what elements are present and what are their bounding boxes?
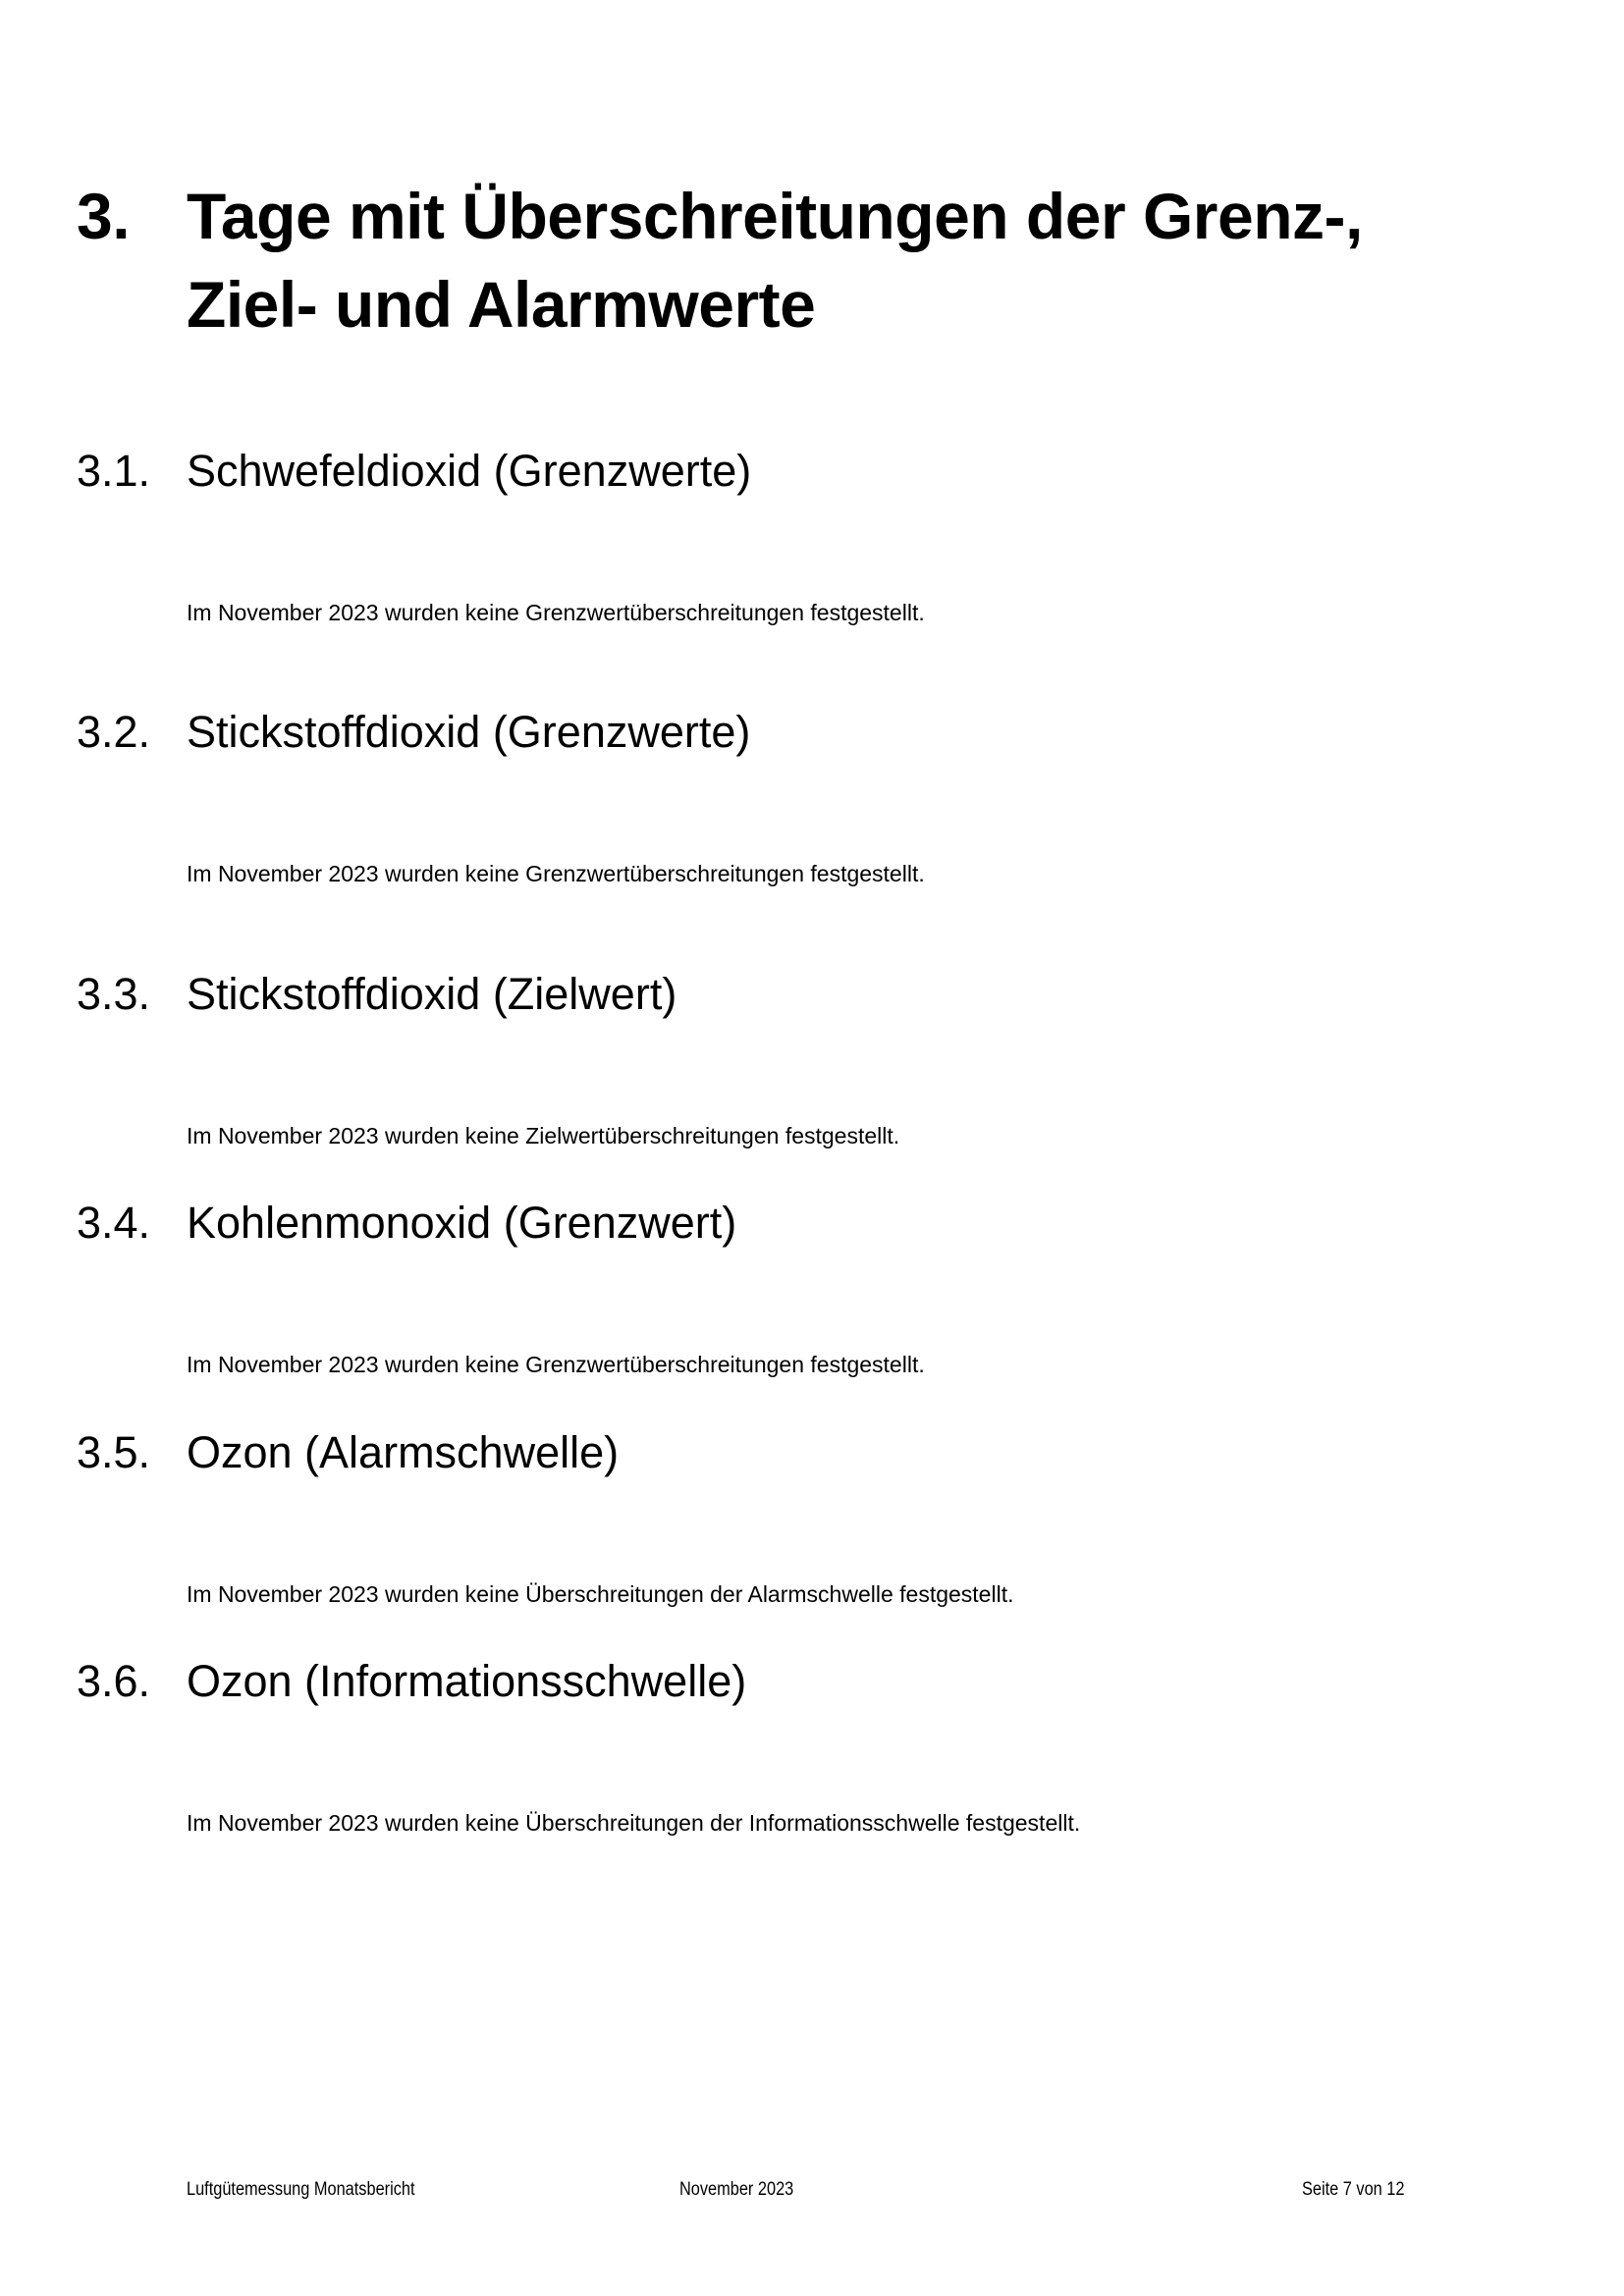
section-sulfur-dioxide bbox=[77, 442, 1510, 627]
section-title: Stickstoffdioxid (Grenzwerte) bbox=[187, 707, 751, 757]
section-ozone-alarm bbox=[77, 1423, 1510, 1609]
section-heading bbox=[77, 1194, 1510, 1253]
section-text: Im November 2023 wurden keine Überschreitungen der Alarmschwelle festgestellt. bbox=[187, 1581, 1014, 1607]
footer-report-date: November 2023 bbox=[679, 2179, 794, 2200]
section-number: 3.6. bbox=[77, 1656, 151, 1706]
chapter-number: 3. bbox=[77, 180, 131, 252]
section-heading bbox=[77, 703, 1510, 762]
page-footer bbox=[0, 2175, 1624, 2205]
section-text: Im November 2023 wurden keine Grenzwertüberschreitungen festgestellt. bbox=[187, 861, 925, 886]
section-number: 3.1. bbox=[77, 446, 151, 496]
section-number: 3.3. bbox=[77, 969, 151, 1019]
footer-report-title: Luftgütemessung Monatsbericht bbox=[187, 2179, 415, 2200]
section-nitrogen-dioxide-target bbox=[77, 965, 1510, 1150]
section-carbon-monoxide bbox=[77, 1194, 1510, 1379]
section-title: Ozon (Alarmschwelle) bbox=[187, 1427, 620, 1477]
section-heading bbox=[77, 965, 1510, 1024]
section-heading bbox=[77, 1423, 1510, 1482]
section-nitrogen-dioxide-limit bbox=[77, 703, 1510, 888]
section-text: Im November 2023 wurden keine Zielwertüberschreitungen festgestellt. bbox=[187, 1123, 900, 1148]
section-text: Im November 2023 wurden keine Grenzwertüberschreitungen festgestellt. bbox=[187, 600, 925, 625]
chapter-heading bbox=[77, 172, 1510, 348]
section-number: 3.4. bbox=[77, 1198, 151, 1248]
chapter-title: Tage mit Überschreitungen der Grenz-, Ziel- und Alarmwerte bbox=[187, 180, 1363, 341]
section-heading bbox=[77, 1652, 1510, 1711]
section-ozone-information bbox=[77, 1652, 1510, 1838]
section-text: Im November 2023 wurden keine Grenzwertüberschreitungen festgestellt. bbox=[187, 1352, 925, 1377]
footer-page-number: Seite 7 von 12 bbox=[1301, 2179, 1404, 2200]
section-title: Kohlenmonoxid (Grenzwert) bbox=[187, 1198, 737, 1248]
section-number: 3.5. bbox=[77, 1427, 151, 1477]
section-title: Stickstoffdioxid (Zielwert) bbox=[187, 969, 677, 1019]
section-number: 3.2. bbox=[77, 707, 151, 757]
section-title: Schwefeldioxid (Grenzwerte) bbox=[187, 446, 752, 496]
section-heading bbox=[77, 442, 1510, 501]
section-title: Ozon (Informationsschwelle) bbox=[187, 1656, 747, 1706]
section-text: Im November 2023 wurden keine Überschreitungen der Informationsschwelle festgestellt. bbox=[187, 1810, 1081, 1836]
